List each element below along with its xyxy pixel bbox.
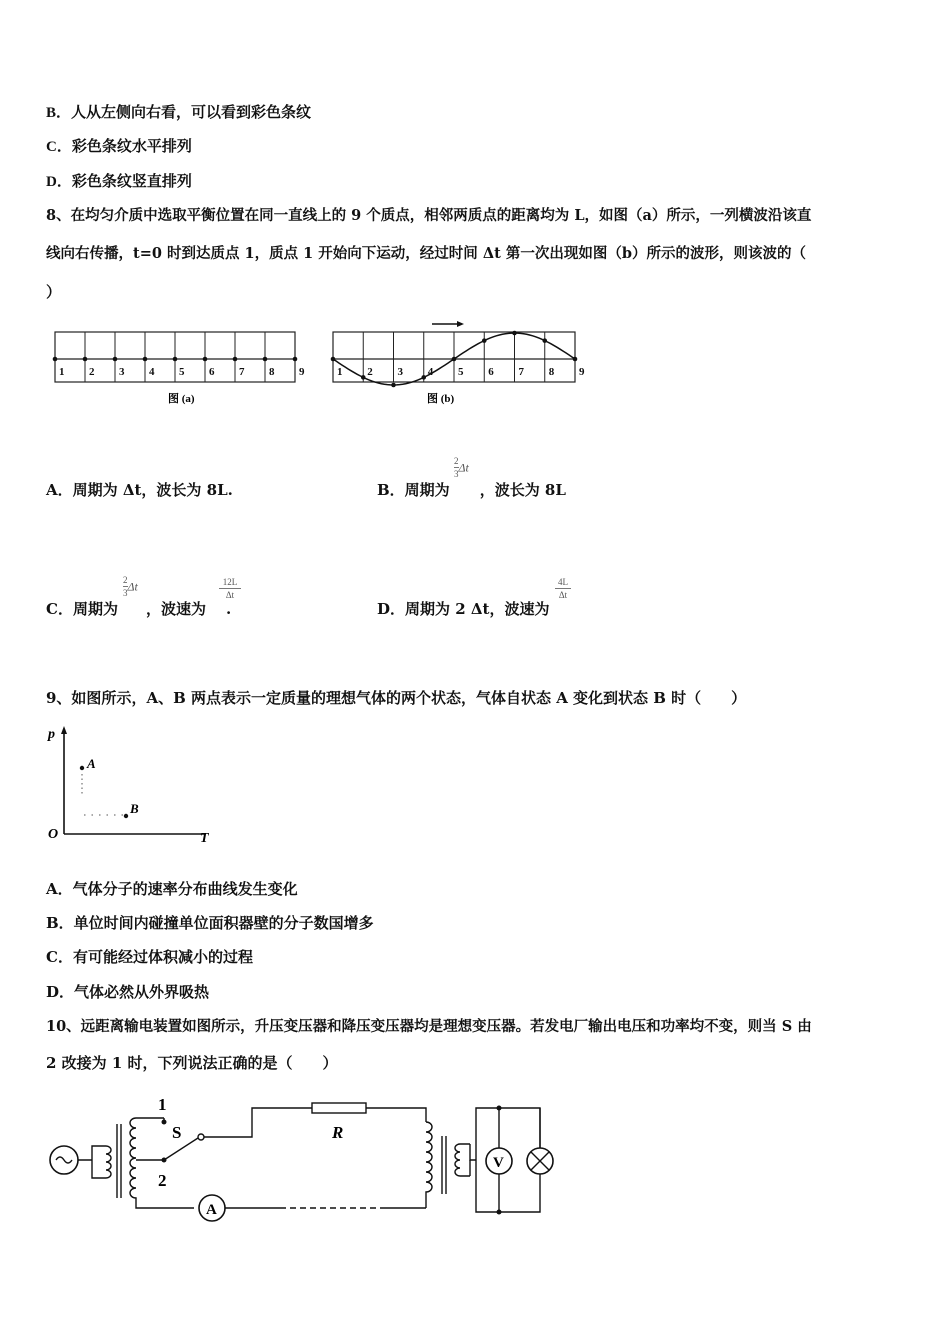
q8-option-a: A．周期为 Δt，波长为 8L.: [46, 481, 233, 499]
stepdown-secondary-coil-icon: [455, 1144, 470, 1176]
q7-option-d: [46, 170, 192, 191]
particle-dot: [482, 338, 487, 343]
stepdown-primary-coil-icon: [426, 1122, 432, 1208]
q7-option-b-letter: B．: [46, 105, 72, 121]
axis-p-label: p: [48, 727, 55, 742]
q8-option-b-fraction: [454, 456, 469, 479]
arrow-head-icon: [457, 321, 464, 327]
particle-label: 8: [269, 366, 275, 378]
particle-label: 9: [579, 366, 585, 378]
particle-label: 7: [518, 366, 524, 378]
q8-option-b-suffix: ，波长为 8L: [479, 481, 566, 499]
q8-option-c: [46, 598, 231, 619]
particle-label: 3: [119, 366, 125, 378]
particle-label: 6: [209, 366, 215, 378]
q8-figure-b-caption: 图 (b): [427, 393, 455, 405]
q9-stem: 9、如图所示，A、B 两点表示一定质量的理想气体的两个状态，气体自状态 A 变化到状态 B 时（ ）: [46, 689, 747, 707]
particle-label: 9: [299, 366, 305, 378]
q8-option-c-fraction2: [219, 577, 241, 600]
particle-label: 7: [239, 366, 245, 378]
point-b-label: B: [130, 801, 139, 816]
particle-label: 4: [427, 366, 434, 378]
particle-dot: [203, 357, 208, 362]
particle-dot: [421, 375, 426, 380]
q8-figure-b: [330, 316, 595, 413]
q7-option-c: [46, 135, 192, 156]
particle-dot: [83, 357, 88, 362]
point-a-label: A: [87, 756, 96, 771]
q8-option-c-prefix: C．周期为: [46, 600, 118, 618]
resistor-r-icon: [312, 1103, 366, 1113]
frac-den: Δt: [225, 590, 235, 600]
q10-circuit-diagram: [44, 1088, 564, 1228]
secondary-coil-icon: [130, 1118, 194, 1208]
particle-label: 5: [179, 366, 185, 378]
voltmeter-label: V: [493, 1155, 504, 1171]
q8-option-c-fraction1: [123, 575, 138, 598]
particle-dot: [263, 357, 268, 362]
q9-option-b: B．单位时间内碰撞单位面积器壁的分子数国增多: [46, 914, 374, 932]
particle-dot: [113, 357, 118, 362]
particle-label: 4: [149, 366, 155, 378]
tap-2-label: 2: [158, 1171, 167, 1190]
point-a: [80, 766, 84, 770]
q7-option-c-letter: C．: [46, 139, 72, 155]
q8-option-d: D．周期为 2 Δt，波速为: [377, 600, 550, 618]
origin-label: O: [48, 827, 59, 842]
particle-dot: [233, 357, 238, 362]
frac-num: 2: [454, 456, 459, 466]
particle-dot: [361, 375, 366, 380]
q9-option-d: D．气体必然从外界吸热: [46, 983, 210, 1001]
frac-num: 4L: [558, 577, 568, 587]
particle-label: 1: [337, 366, 343, 378]
particle-dot: [53, 357, 58, 362]
particle-dot: [452, 357, 457, 362]
tap-1-label: 1: [158, 1095, 167, 1114]
q9-option-c: C．有可能经过体积减小的过程: [46, 948, 253, 966]
q10-stem-line2: 2 改接为 1 时，下列说法正确的是（ ）: [46, 1054, 338, 1072]
particle-dot: [293, 357, 298, 362]
particle-label: 2: [367, 366, 373, 378]
point-b: [124, 814, 128, 818]
q7-option-b-text: 人从左侧向右看，可以看到彩色条纹: [71, 103, 312, 121]
q8-option-c-end: .: [225, 600, 232, 618]
q8-option-b-prefix: B．周期为: [377, 481, 450, 499]
frac-var: Δt: [458, 460, 469, 475]
q8-stem-line2: 线向右传播，t=0 时到达质点 1，质点 1 开始向下运动，经过时间 Δt 第一次出现如图（b）所示的波形，则该波的（: [46, 245, 806, 262]
q8-option-c-middle: ，波速为: [145, 600, 206, 618]
q7-option-b: [46, 101, 311, 122]
particle-label: 6: [488, 366, 494, 378]
particle-dot: [331, 357, 336, 362]
particle-dot: [512, 331, 517, 336]
particle-label: 8: [548, 366, 555, 378]
q7-option-c-text: 彩色条纹水平排列: [71, 137, 192, 155]
particle-label: 2: [89, 366, 95, 378]
particle-dot: [542, 338, 547, 343]
particle-dot: [391, 383, 396, 388]
q7-option-d-letter: D．: [46, 174, 72, 190]
q8-figure-a-caption: 图 (a): [168, 393, 195, 405]
q7-option-d-text: 彩色条纹竖直排列: [71, 172, 192, 190]
q9-option-a: A．气体分子的速率分布曲线发生变化: [46, 880, 298, 898]
q8-figure-a: [50, 328, 315, 413]
q10-stem-line1: 10、远距离输电装置如图所示，升压变压器和降压变压器均是理想变压器。若发电厂输出电压和功率均不变，则当 S 由: [46, 1018, 812, 1035]
ammeter-label: A: [206, 1202, 217, 1218]
q8-stem-line1: 8、在均匀介质中选取平衡位置在同一直线上的 9 个质点，相邻两质点的距离均为 L，如图（a）所示，一列横波沿该直: [46, 207, 812, 224]
q8-option-b: [377, 479, 566, 500]
frac-den: 3: [454, 469, 459, 479]
switch-s-label: S: [172, 1123, 182, 1142]
frac-num: 12L: [222, 577, 238, 587]
frac-num: 2: [123, 575, 128, 585]
q8-option-d-fraction: [555, 577, 571, 600]
axis-t-label: T: [200, 831, 209, 846]
resistor-r-label: R: [332, 1123, 344, 1142]
particle-dot: [173, 357, 178, 362]
frac-den: 3: [123, 588, 128, 598]
particle-dot: [143, 357, 148, 362]
q8-stem-line3: ）: [46, 283, 62, 301]
particle-label: 3: [397, 366, 403, 378]
q9-pt-graph: [44, 722, 224, 847]
particle-label: 1: [59, 366, 65, 378]
particle-label: 5: [458, 366, 464, 378]
primary-coil-icon: [78, 1146, 111, 1178]
frac-den: Δt: [558, 590, 568, 600]
particle-dot: [573, 357, 578, 362]
frac-var: Δt: [127, 579, 138, 594]
